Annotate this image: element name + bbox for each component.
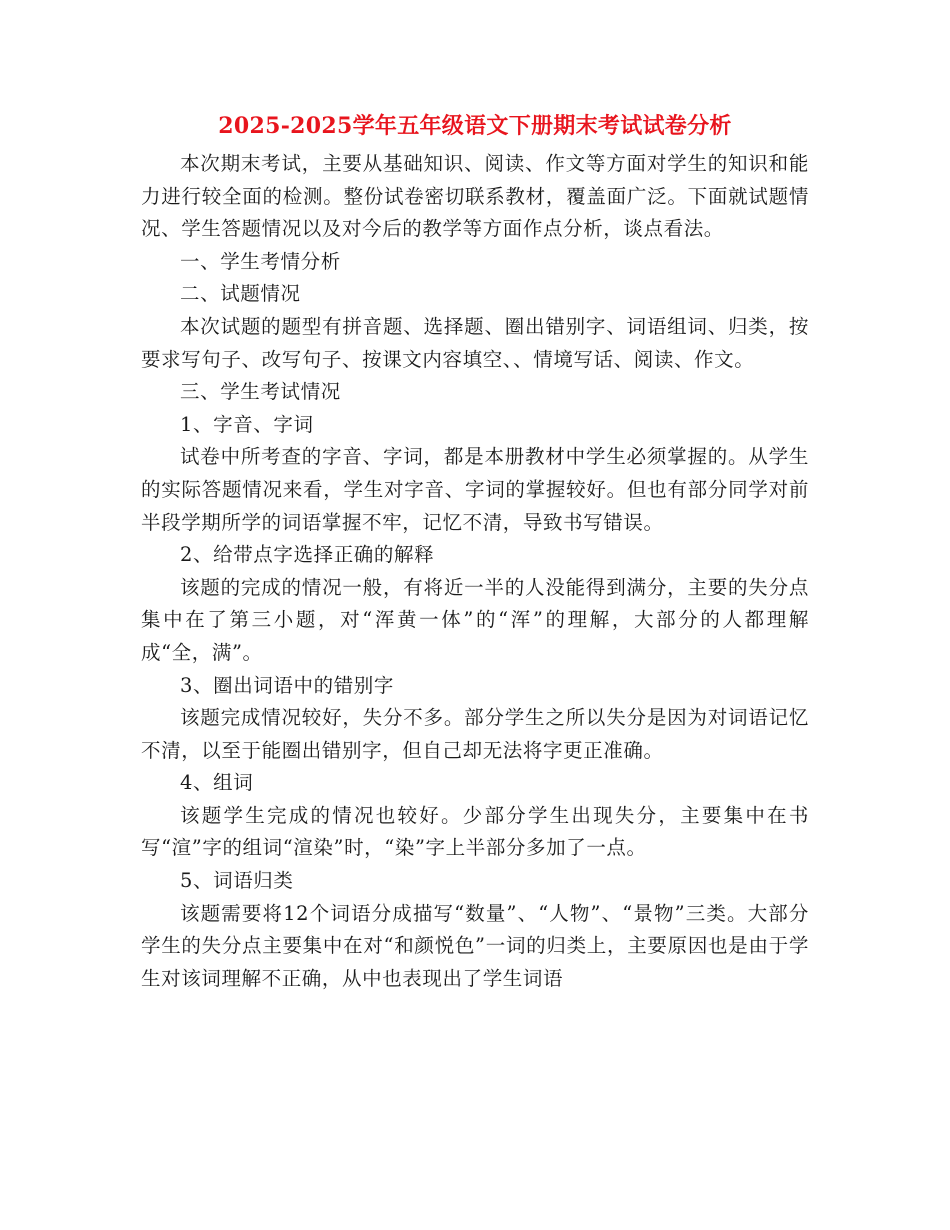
subheading-3: 3、圈出词语中的错别字 — [180, 673, 395, 697]
body-paragraph-5: 该题需要将12个词语分成描写“数量”、“人物”、“景物”三类。大部分学生的失分点主要集中在对“和颜悦色”一词的归类上，主要原因也是由于学生对该词理解不正确，从中也表现出了学生词语 — [141, 901, 809, 990]
subheading-5: 5、词语归类 — [180, 869, 294, 893]
section-heading-3: 三、学生考试情况 — [180, 380, 341, 404]
body-paragraph-3: 该题完成情况较好，失分不多。部分学生之所以失分是因为对词语记忆不清，以至于能圈出错别字，但自己却无法将字更正准确。 — [141, 706, 809, 762]
intro-paragraph: 本次期末考试，主要从基础知识、阅读、作文等方面对学生的知识和能力进行较全面的检测。整份试卷密切联系教材，覆盖面广泛。下面就试题情况、学生答题情况以及对今后的教学等方面作点分析，谈点看法。 — [141, 152, 809, 241]
question-types-paragraph: 本次试题的题型有拼音题、选择题、圈出错别字、词语组词、归类，按要求写句子、改写句子、按课文内容填空、、情境写话、阅读、作文。 — [141, 314, 809, 371]
section-heading-1: 一、学生考情分析 — [180, 249, 341, 273]
body-paragraph-4: 该题学生完成的情况也较好。少部分学生出现失分，主要集中在书写“渲”字的组词“渲染”时，“染”字上半部分多加了一点。 — [141, 803, 809, 860]
subheading-4: 4、组词 — [180, 771, 254, 795]
subheading-2: 2、给带点字选择正确的解释 — [180, 543, 435, 567]
document-page — [141, 108, 809, 995]
section-heading-2: 二、试题情况 — [180, 282, 301, 306]
document-title: 2025-2025学年五年级语文下册期末考试试卷分析 — [218, 113, 732, 139]
subheading-1: 1、字音、字词 — [180, 412, 314, 436]
body-paragraph-1: 试卷中所考查的字音、字词，都是本册教材中学生必须掌握的。从学生的实际答题情况来看，学生对字音、字词的掌握较好。但也有部分同学对前半段学期所学的词语掌握不牢，记忆不清，导致书写错误。 — [141, 445, 809, 534]
body-paragraph-2: 该题的完成的情况一般，有将近一半的人没能得到满分，主要的失分点集中在了第三小题，对“浑黄一体”的“浑”的理解，大部分的人都理解成“全，满”。 — [141, 575, 809, 664]
